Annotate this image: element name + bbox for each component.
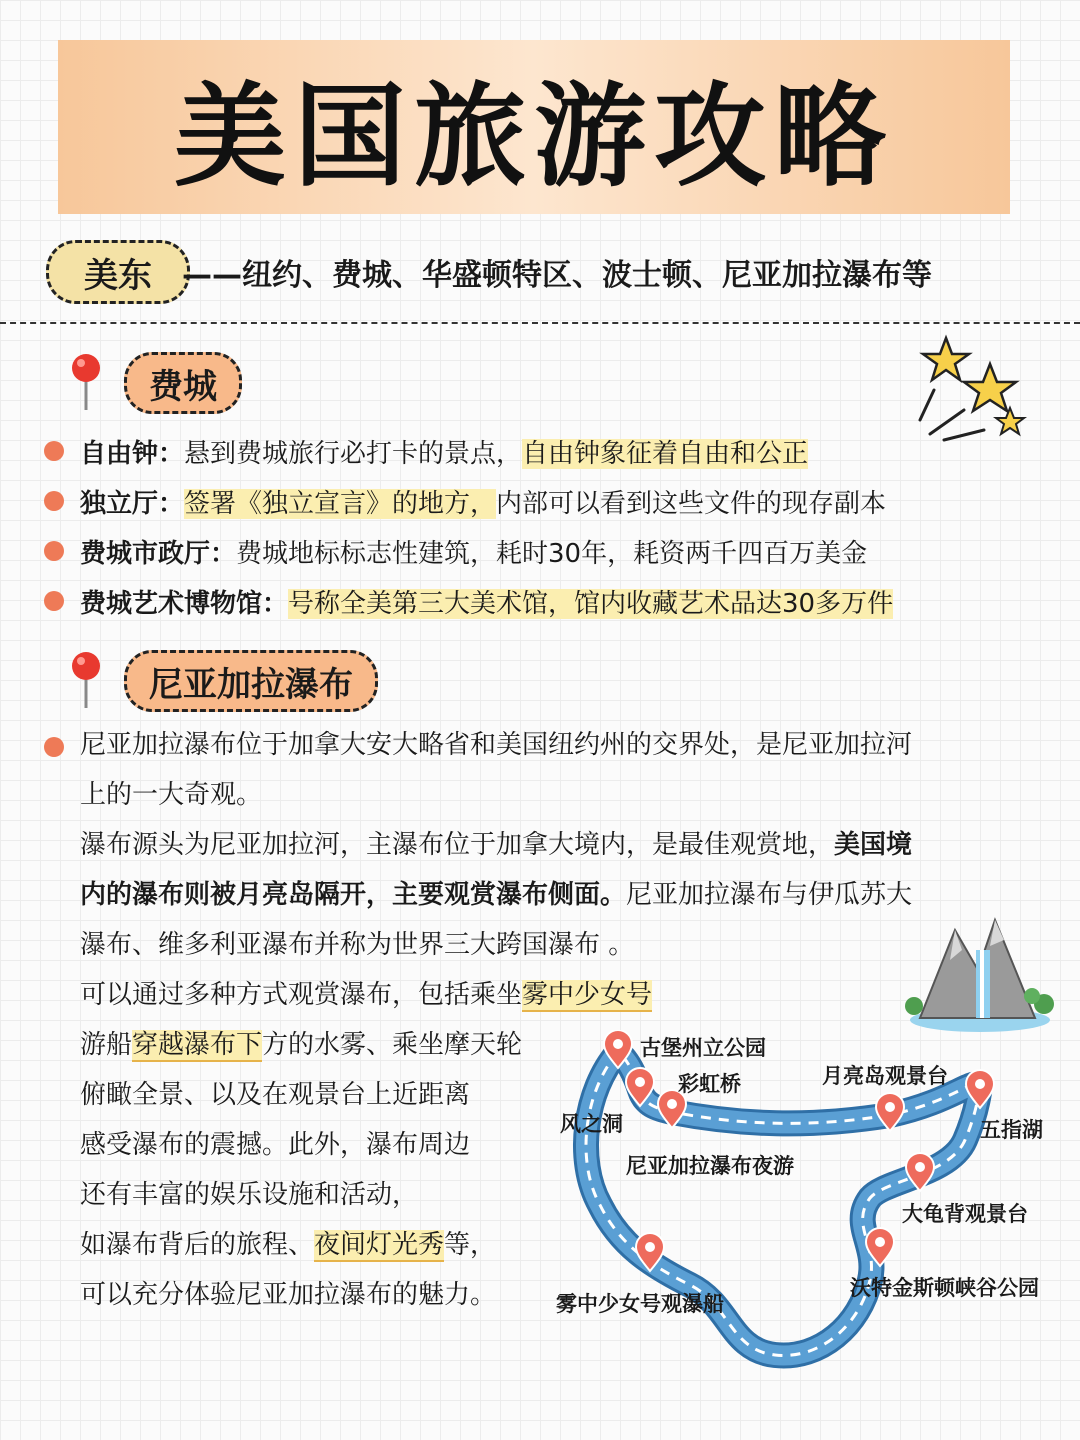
section-heading-niagara: 尼亚加拉瀑布 — [124, 650, 378, 712]
map-label: 尼亚加拉瀑布夜游 — [626, 1154, 794, 1178]
map-pin-icon — [66, 650, 106, 710]
niagara-line: 瀑布源头为尼亚加拉河，主瀑布位于加拿大境内，是最佳观赏地，美国境 — [80, 830, 913, 860]
section-heading-philadelphia: 费城 — [124, 352, 242, 414]
list-item: 费城艺术博物馆：号称全美第三大美术馆，馆内收藏艺术品达30多万件 — [44, 576, 1034, 626]
map-label: 月亮岛观景台 — [822, 1064, 948, 1088]
niagara-line: 尼亚加拉瀑布位于加拿大安大略省和美国纽约州的交界处，是尼亚加拉河 — [80, 730, 913, 760]
region-badge: 美东 — [46, 240, 190, 304]
waterfall-mountain-icon — [900, 910, 1058, 1034]
niagara-line: 如瀑布背后的旅程、夜间灯光秀等， — [80, 1230, 497, 1260]
bullet-dot-icon — [44, 491, 64, 511]
bullet-dot-icon — [44, 591, 64, 611]
philadelphia-list — [44, 426, 1034, 626]
map-label: 五指湖 — [980, 1118, 1043, 1142]
niagara-line: 还有丰富的娱乐设施和活动， — [80, 1180, 419, 1210]
title-banner — [58, 40, 1010, 214]
niagara-line: 俯瞰全景、以及在观景台上近距离 — [80, 1080, 471, 1110]
niagara-line: 内的瀑布则被月亮岛隔开，主要观赏瀑布侧面。尼亚加拉瀑布与伊瓜苏大 — [80, 880, 913, 910]
map-label: 雾中少女号观瀑船 — [556, 1292, 724, 1316]
map-label: 大龟背观景台 — [902, 1202, 1028, 1226]
list-item: 费城市政厅：费城地标标志性建筑，耗时30年，耗资两千四百万美金 — [44, 526, 1034, 576]
niagara-line: 上的一大奇观。 — [80, 780, 263, 810]
list-item: 自由钟：悬到费城旅行必打卡的景点，自由钟象征着自由和公正 — [44, 426, 1034, 476]
bullet-dot-icon — [44, 737, 64, 757]
niagara-line: 瀑布、维多利亚瀑布并称为世界三大跨国瀑布 。 — [80, 930, 635, 960]
bullet-dot-icon — [44, 441, 64, 461]
region-subtitle: ——纽约、费城、华盛顿特区、波士顿、尼亚加拉瀑布等 — [182, 258, 932, 293]
niagara-line: 游船穿越瀑布下方的水雾、乘坐摩天轮 — [80, 1030, 523, 1060]
niagara-line: 可以充分体验尼亚加拉瀑布的魅力。 — [80, 1280, 497, 1310]
map-pin-icon — [66, 352, 106, 412]
map-label: 沃特金斯顿峡谷公园 — [850, 1276, 1039, 1300]
page-title: 美国旅游攻略 — [174, 71, 894, 202]
map-label: 古堡州立公园 — [640, 1036, 766, 1060]
dashed-divider — [0, 322, 1080, 324]
map-label: 彩虹桥 — [678, 1072, 741, 1096]
list-item: 独立厅：签署《独立宣言》的地方，内部可以看到这些文件的现存副本 — [44, 476, 1034, 526]
niagara-line: 感受瀑布的震撼。此外，瀑布周边 — [80, 1130, 471, 1160]
niagara-line: 可以通过多种方式观赏瀑布，包括乘坐雾中少女号 — [80, 980, 653, 1010]
map-label: 风之洞 — [560, 1112, 623, 1136]
bullet-dot-icon — [44, 541, 64, 561]
